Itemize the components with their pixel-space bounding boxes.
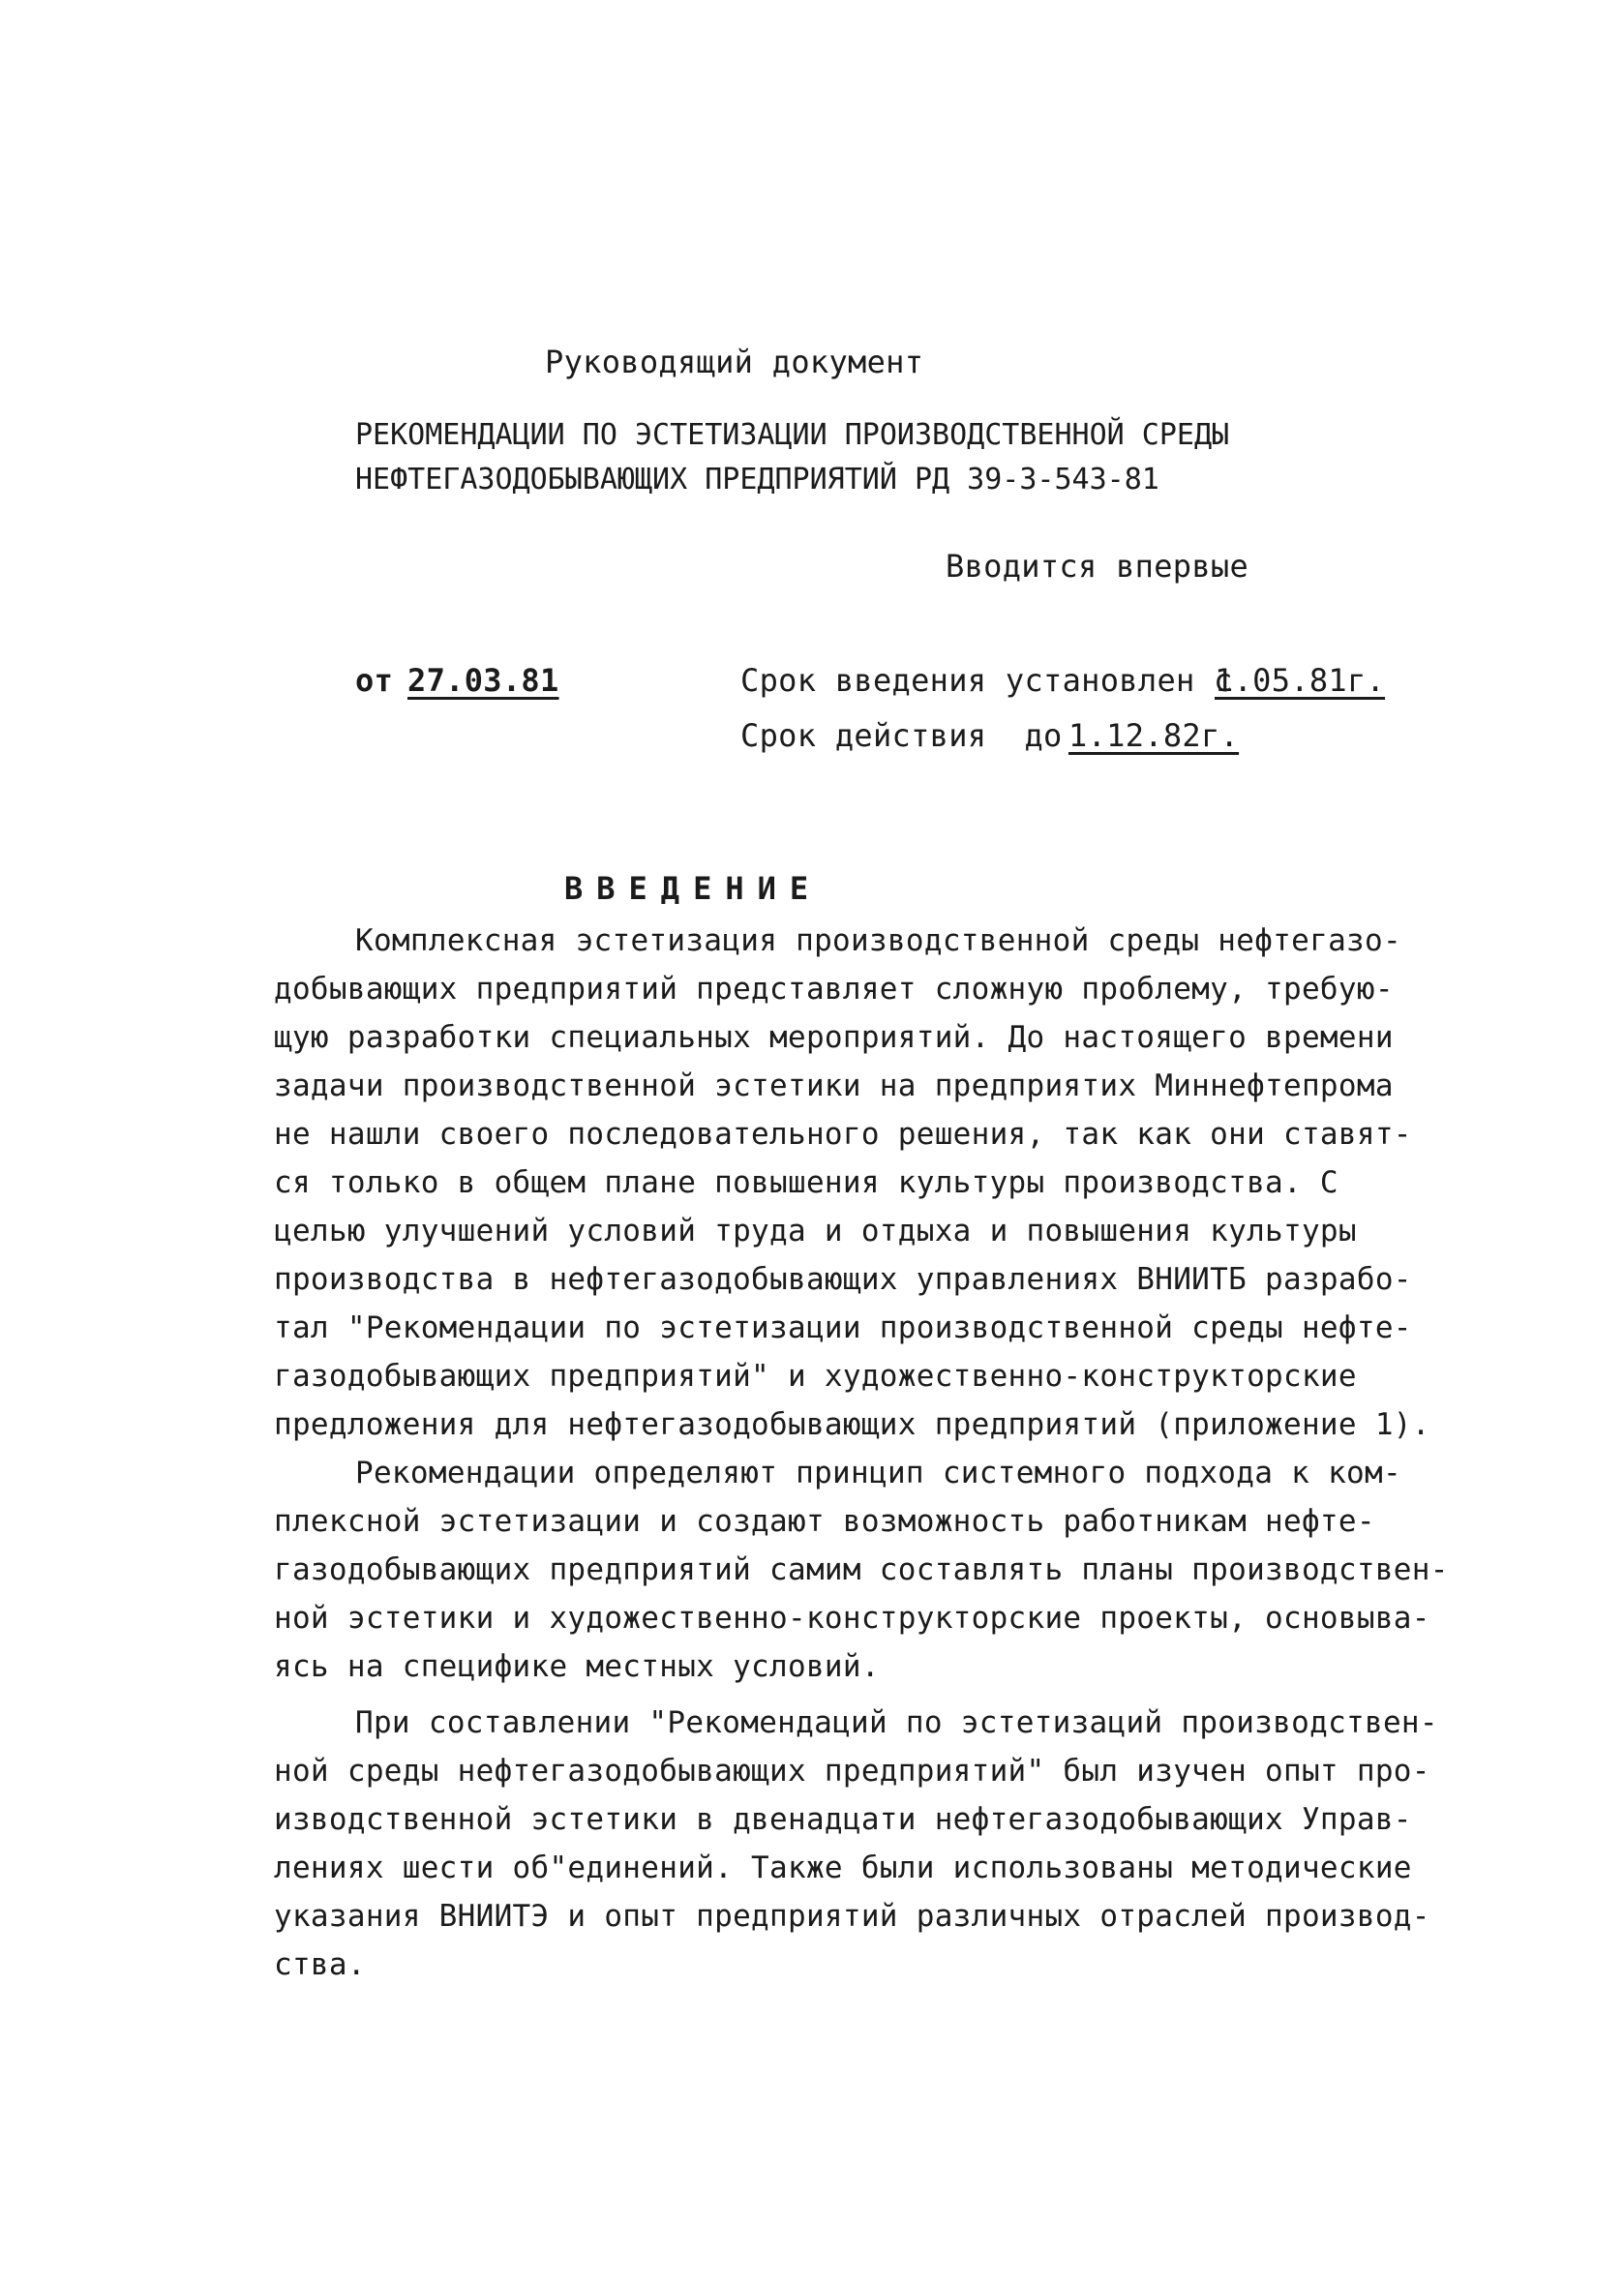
validity-value: 1.12.82г. (1068, 717, 1240, 754)
paragraph-line: предложения для нефтегазодобывающих предприятий (приложение 1). (274, 1407, 1430, 1442)
paragraph-line: щую разработки специальных мероприятий. До настоящего времени (274, 1020, 1394, 1055)
paragraph-line: указания ВНИИТЭ и опыт предприятий различных отраслей производ- (274, 1899, 1430, 1934)
date-from-label: от (355, 662, 394, 699)
section-heading: ВВЕДЕНИЕ (564, 870, 823, 907)
paragraph-line: тал "Рекомендации по эстетизации производственной среды нефте- (274, 1310, 1412, 1345)
paragraph-line: газодобывающих предприятий" и художественно-конструкторские (274, 1359, 1357, 1394)
paragraph-line: Комплексная эстетизация производственной среды нефтегазо- (355, 923, 1401, 958)
paragraph-line: При составлении "Рекомендаций по эстетизаций производствен- (355, 1705, 1438, 1740)
paragraph-line: лениях шести об"единений. Также были использованы методические (274, 1851, 1412, 1885)
paragraph-line: плексной эстетизации и создают возможность работникам нефте- (274, 1504, 1375, 1539)
introduced-first-time: Вводится впервые (946, 548, 1249, 585)
paragraph-line: целью улучшений условий труда и отдыха и повышения культуры (274, 1214, 1357, 1249)
paragraph-line: Рекомендации определяют принцип системного подхода к ком- (355, 1456, 1401, 1490)
document-type: Руководящий документ (545, 344, 924, 380)
date-from-value: 27.03.81 (407, 662, 559, 699)
paragraph-line: не нашли своего последовательного решения, так как они ставят- (274, 1117, 1412, 1152)
intro-date-label: Срок введения установлен с (740, 662, 1233, 699)
paragraph-line: добывающих предприятий представляет сложную проблему, требую- (274, 972, 1394, 1007)
paragraph-line: производства в нефтегазодобывающих управлениях ВНИИТБ разрабо- (274, 1262, 1412, 1297)
paragraph-line: изводственной эстетики в двенадцати нефтегазодобывающих Управ- (274, 1802, 1412, 1837)
paragraph-line: газодобывающих предприятий самим составлять планы производствен- (274, 1552, 1449, 1587)
paragraph-line: ясь на специфике местных условий. (274, 1649, 880, 1684)
validity-label: Срок действия до (740, 717, 1063, 754)
paragraph-line: ства. (274, 1947, 366, 1982)
paragraph-line: ной эстетики и художественно-конструкторские проекты, основыва- (274, 1601, 1430, 1636)
paragraph-line: задачи производственной эстетики на предприятих Миннефтепрома (274, 1068, 1394, 1103)
paragraph-line: ной среды нефтегазодобывающих предприятий" был изучен опыт про- (274, 1754, 1430, 1789)
document-title-line-2: НЕФТЕГАЗОДОБЫВАЮЩИХ ПРЕДПРИЯТИЙ РД 39-3-543-81 (355, 463, 1159, 497)
paragraph-line: ся только в общем плане повышения культуры производства. С (274, 1165, 1338, 1200)
document-title-line-1: РЕКОМЕНДАЦИИ ПО ЭСТЕТИЗАЦИИ ПРОИЗВОДСТВЕННОЙ СРЕДЫ (355, 418, 1230, 452)
intro-date-value: 1.05.81г. (1215, 662, 1386, 699)
